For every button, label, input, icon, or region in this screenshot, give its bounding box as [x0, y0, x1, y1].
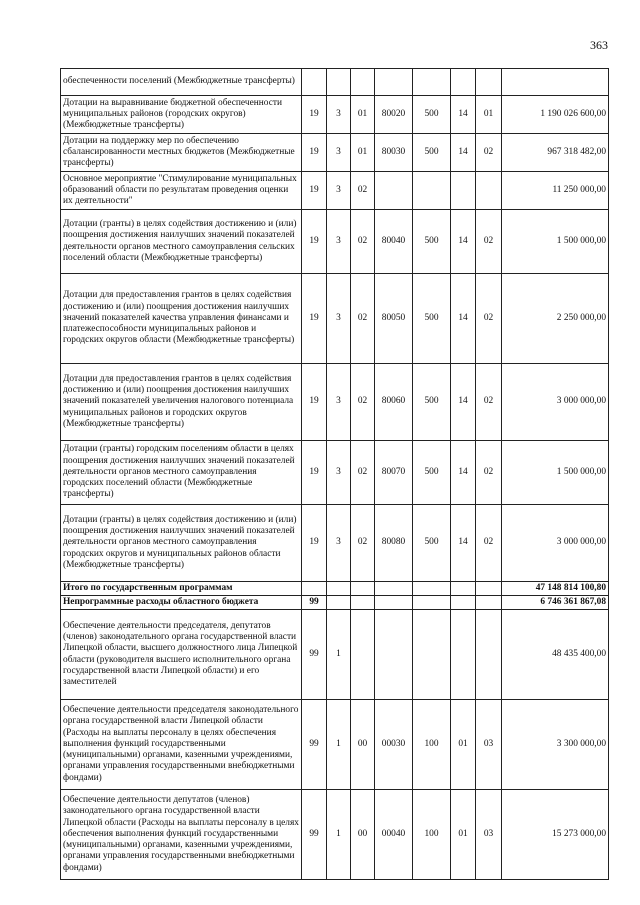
table-row: [61, 505, 609, 582]
row-name-cell: Дотации (гранты) городским поселениям области в целях поощрения достижения наилучших значений показателей деятельности органов местного самоуправления городских поселений области (Межбюджетные трансферты): [61, 441, 302, 505]
code-cell-c4: [375, 69, 413, 96]
code-cell-c3: 00: [351, 700, 375, 790]
code-cell-c6: 14: [451, 274, 476, 364]
code-cell-c1: [302, 69, 327, 96]
code-cell-c3: [351, 582, 375, 596]
code-cell-c4: 00040: [375, 790, 413, 880]
code-cell-c5: 500: [413, 134, 451, 172]
code-cell-c5: 500: [413, 364, 451, 441]
amount-cell: [502, 69, 609, 96]
code-cell-c2: 1: [327, 700, 351, 790]
table-row: [61, 610, 609, 700]
code-cell-c6: [451, 69, 476, 96]
code-cell-c6: [451, 610, 476, 700]
code-cell-c6: [451, 582, 476, 596]
row-name-cell: Обеспечение деятельности депутатов (членов) законодательного органа государственной власти Липецкой области (Расходы на выплаты персоналу в целях обеспечения выполнения функций государственными (муниципальными) органами, казенными учреждениями, органами управления государственными внебюджетными фондами): [61, 790, 302, 880]
code-cell-c4: 80060: [375, 364, 413, 441]
code-cell-c1: 19: [302, 274, 327, 364]
code-cell-c6: 01: [451, 700, 476, 790]
code-cell-c7: 03: [476, 700, 502, 790]
row-name-cell: Дотации для предоставления грантов в целях содействия достижению и (или) поощрения достижения наилучших значений показателей качества управления финансами и платежеспособности муниципальных районов и городских округов области (Межбюджетные трансферты): [61, 274, 302, 364]
code-cell-c5: 500: [413, 441, 451, 505]
amount-cell: 15 273 000,00: [502, 790, 609, 880]
code-cell-c2: 3: [327, 274, 351, 364]
code-cell-c5: [413, 69, 451, 96]
code-cell-c7: [476, 596, 502, 610]
code-cell-c3: 01: [351, 96, 375, 134]
row-name-cell: Обеспечение деятельности председателя законодательного органа государственной власти Липецкой области (Расходы на выплаты персоналу в целях обеспечения выполнения функций государственными (муниципальными) органами, казенными учреждениями, органами управления государственными внебюджетными фондами): [61, 700, 302, 790]
row-name-cell: Дотации (гранты) в целях содействия достижению и (или) поощрения достижения наилучших значений показателей деятельности органов местного самоуправления сельских поселений области (Межбюджетные трансферты): [61, 210, 302, 274]
code-cell-c2: [327, 596, 351, 610]
code-cell-c5: 500: [413, 274, 451, 364]
row-name-cell: Итого по государственным программам: [61, 582, 302, 596]
code-cell-c1: 19: [302, 364, 327, 441]
code-cell-c2: 1: [327, 790, 351, 880]
code-cell-c4: 80050: [375, 274, 413, 364]
code-cell-c4: [375, 172, 413, 210]
code-cell-c1: 19: [302, 96, 327, 134]
table-row: [61, 582, 609, 596]
amount-cell: 6 746 361 867,08: [502, 596, 609, 610]
code-cell-c5: [413, 172, 451, 210]
table-row: [61, 96, 609, 134]
code-cell-c4: [375, 610, 413, 700]
amount-cell: 967 318 482,00: [502, 134, 609, 172]
code-cell-c1: 99: [302, 596, 327, 610]
code-cell-c7: 02: [476, 274, 502, 364]
row-name-cell: Дотации (гранты) в целях содействия достижению и (или) поощрения достижения наилучших значений показателей деятельности органов местного самоуправления городских округов и муниципальных районов области (Межбюджетные трансферты): [61, 505, 302, 582]
table-row: [61, 441, 609, 505]
row-name-cell: Дотации для предоставления грантов в целях содействия достижению и (или) поощрения достижения наилучших значений показателей увеличения налогового потенциала муниципальных районов и городских округов (Межбюджетные трансферты): [61, 364, 302, 441]
row-name-cell: Дотации на выравнивание бюджетной обеспеченности муниципальных районов (городских округов) (Межбюджетные трансферты): [61, 96, 302, 134]
code-cell-c1: 99: [302, 790, 327, 880]
page-number: 363: [590, 38, 608, 52]
code-cell-c3: 02: [351, 505, 375, 582]
code-cell-c7: 02: [476, 210, 502, 274]
table-row: [61, 69, 609, 96]
code-cell-c5: [413, 582, 451, 596]
code-cell-c3: 02: [351, 210, 375, 274]
code-cell-c7: 02: [476, 505, 502, 582]
row-name-cell: обеспеченности поселений (Межбюджетные трансферты): [61, 69, 302, 96]
code-cell-c5: [413, 596, 451, 610]
code-cell-c2: 3: [327, 441, 351, 505]
code-cell-c1: 99: [302, 700, 327, 790]
code-cell-c6: [451, 596, 476, 610]
amount-cell: 1 500 000,00: [502, 210, 609, 274]
code-cell-c3: [351, 596, 375, 610]
code-cell-c3: [351, 69, 375, 96]
row-name-cell: Основное мероприятие "Стимулирование муниципальных образований области по результатам проведения оценки их деятельности": [61, 172, 302, 210]
table-row: [61, 274, 609, 364]
code-cell-c2: 3: [327, 96, 351, 134]
code-cell-c6: 14: [451, 364, 476, 441]
table-row: [61, 134, 609, 172]
code-cell-c5: 100: [413, 700, 451, 790]
code-cell-c3: 02: [351, 274, 375, 364]
amount-cell: 1 190 026 600,00: [502, 96, 609, 134]
code-cell-c4: [375, 596, 413, 610]
code-cell-c2: 3: [327, 172, 351, 210]
amount-cell: 3 300 000,00: [502, 700, 609, 790]
code-cell-c5: 100: [413, 790, 451, 880]
row-name-cell: Обеспечение деятельности председателя, депутатов (членов) законодательного органа государственной власти Липецкой области, высшего должностного лица Липецкой области (руководителя высшего исполнительного органа государственной власти Липецкой области) и его заместителей: [61, 610, 302, 700]
code-cell-c3: 02: [351, 364, 375, 441]
code-cell-c1: 99: [302, 610, 327, 700]
code-cell-c1: 19: [302, 441, 327, 505]
code-cell-c4: 80080: [375, 505, 413, 582]
code-cell-c6: 14: [451, 441, 476, 505]
table-row: [61, 364, 609, 441]
code-cell-c7: [476, 610, 502, 700]
code-cell-c4: [375, 582, 413, 596]
amount-cell: 2 250 000,00: [502, 274, 609, 364]
code-cell-c3: 02: [351, 172, 375, 210]
code-cell-c5: [413, 610, 451, 700]
code-cell-c4: 00030: [375, 700, 413, 790]
code-cell-c1: 19: [302, 210, 327, 274]
code-cell-c7: 02: [476, 441, 502, 505]
code-cell-c3: 02: [351, 441, 375, 505]
code-cell-c7: [476, 172, 502, 210]
code-cell-c1: 19: [302, 172, 327, 210]
table-row: [61, 596, 609, 610]
code-cell-c4: 80070: [375, 441, 413, 505]
code-cell-c2: 3: [327, 210, 351, 274]
code-cell-c6: 01: [451, 790, 476, 880]
code-cell-c6: 14: [451, 134, 476, 172]
code-cell-c2: 3: [327, 134, 351, 172]
amount-cell: 3 000 000,00: [502, 364, 609, 441]
code-cell-c2: [327, 582, 351, 596]
amount-cell: 11 250 000,00: [502, 172, 609, 210]
code-cell-c6: 14: [451, 505, 476, 582]
code-cell-c5: 500: [413, 505, 451, 582]
table-row: [61, 210, 609, 274]
code-cell-c5: 500: [413, 96, 451, 134]
row-name-cell: Непрограммные расходы областного бюджета: [61, 596, 302, 610]
code-cell-c4: 80040: [375, 210, 413, 274]
table-row: [61, 790, 609, 880]
code-cell-c2: [327, 69, 351, 96]
code-cell-c1: 19: [302, 134, 327, 172]
amount-cell: 1 500 000,00: [502, 441, 609, 505]
code-cell-c7: 02: [476, 134, 502, 172]
row-name-cell: Дотации на поддержку мер по обеспечению сбалансированности местных бюджетов (Межбюджетные трансферты): [61, 134, 302, 172]
code-cell-c7: 02: [476, 364, 502, 441]
code-cell-c7: [476, 69, 502, 96]
code-cell-c2: 1: [327, 610, 351, 700]
code-cell-c6: 14: [451, 210, 476, 274]
code-cell-c7: [476, 582, 502, 596]
amount-cell: 48 435 400,00: [502, 610, 609, 700]
code-cell-c6: 14: [451, 96, 476, 134]
code-cell-c7: 03: [476, 790, 502, 880]
code-cell-c5: 500: [413, 210, 451, 274]
code-cell-c1: [302, 582, 327, 596]
code-cell-c4: 80020: [375, 96, 413, 134]
code-cell-c2: 3: [327, 364, 351, 441]
table-row: [61, 700, 609, 790]
budget-table: [60, 68, 609, 880]
code-cell-c6: [451, 172, 476, 210]
code-cell-c3: 00: [351, 790, 375, 880]
table-body: [61, 69, 609, 880]
code-cell-c2: 3: [327, 505, 351, 582]
amount-cell: 47 148 814 100,80: [502, 582, 609, 596]
code-cell-c3: 01: [351, 134, 375, 172]
code-cell-c3: [351, 610, 375, 700]
code-cell-c1: 19: [302, 505, 327, 582]
code-cell-c4: 80030: [375, 134, 413, 172]
code-cell-c7: 01: [476, 96, 502, 134]
table-row: [61, 172, 609, 210]
amount-cell: 3 000 000,00: [502, 505, 609, 582]
